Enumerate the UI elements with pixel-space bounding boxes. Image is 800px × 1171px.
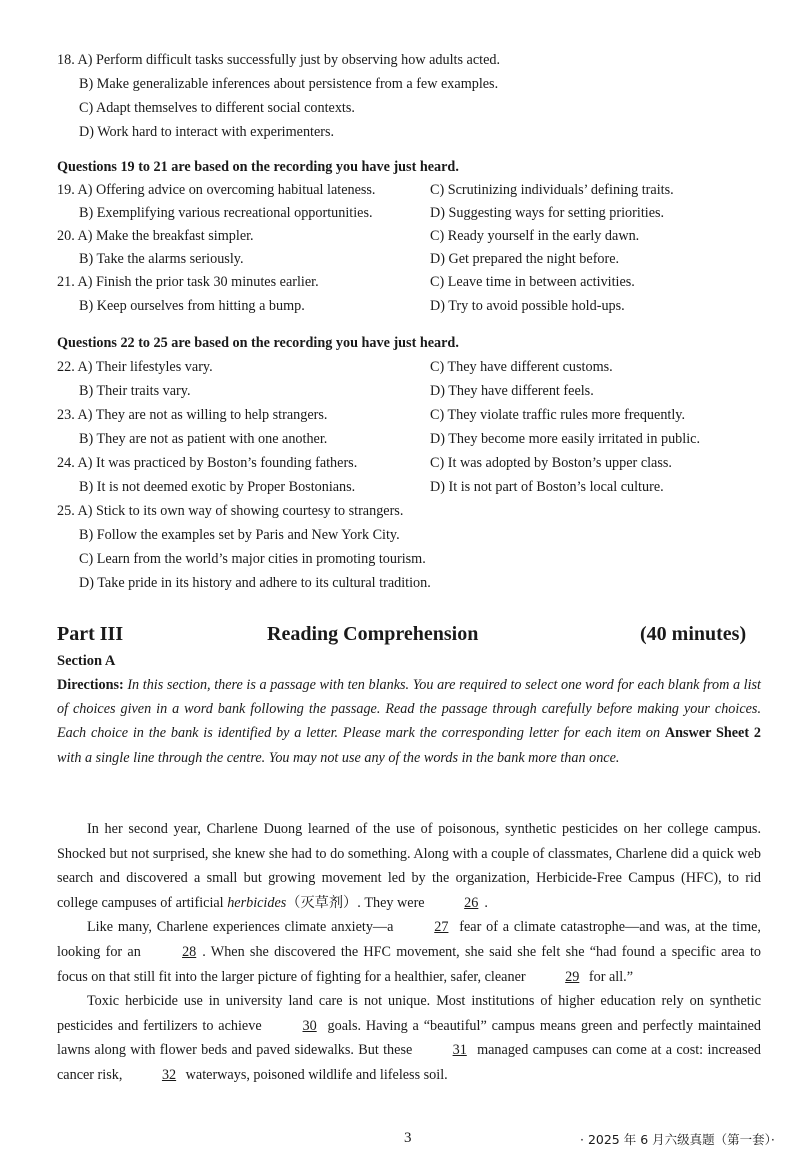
- q19-option-b: B) Exemplifying various recreational opportunities.: [79, 205, 373, 221]
- q24-option-b: B) It is not deemed exotic by Proper Bostonians.: [79, 479, 356, 495]
- directions-block: [57, 673, 761, 770]
- q20-option-a: 20. A) Make the breakfast simpler.: [57, 228, 254, 244]
- q23-option-d: D) They become more easily irritated in public.: [430, 431, 700, 447]
- blank-26: 26: [464, 894, 479, 911]
- passage-paragraph-2: Like many, Charlene experiences climate anxiety—a 27 fear of a climate catastrophe—and was, at the time, looking for an 28 . When she discovered the HFC movement, she said she felt she “had found a specific area to focus on that still fit into the larger picture of fighting for a healthier, safer, cleaner 29 for all.”: [57, 915, 761, 989]
- q25-option-a: 25. A) Stick to its own way of showing courtesy to strangers.: [57, 503, 404, 519]
- q18-option-c: C) Adapt themselves to different social contexts.: [79, 100, 355, 116]
- q21-option-c: C) Leave time in between activities.: [430, 274, 635, 290]
- page-number: 3: [404, 1130, 412, 1146]
- q23-option-b: B) They are not as patient with one another.: [79, 431, 328, 447]
- q21-option-a: 21. A) Finish the prior task 30 minutes earlier.: [57, 274, 319, 290]
- q19-option-d: D) Suggesting ways for setting priorities.: [430, 205, 665, 221]
- q22-option-b: B) Their traits vary.: [79, 383, 191, 399]
- q19-option-c: C) Scrutinizing individuals’ defining traits.: [430, 182, 674, 198]
- passage-paragraph-1: In her second year, Charlene Duong learned of the use of poisonous, synthetic pesticides on her college campus. Shocked but not surprised, she knew she had to do something. Along with a couple of classmates, Charlene did a quick web search and discovered a small but growing movement led by the organization, Herbicide-Free Campus (HFC), to rid college campuses of artificial herbicides（灭草剂）. They were 26 .: [57, 817, 761, 915]
- blank-29: 29: [565, 968, 580, 985]
- q21-option-b: B) Keep ourselves from hitting a bump.: [79, 298, 305, 314]
- q24-option-a: 24. A) It was practiced by Boston’s founding fathers.: [57, 455, 358, 471]
- q24-option-d: D) It is not part of Boston’s local culture.: [430, 479, 664, 495]
- directions-text-2: with a single line through the centre. You may not use any of the words in the bank more than once.: [57, 749, 620, 766]
- q25-option-d: D) Take pride in its history and adhere to its cultural tradition.: [79, 575, 431, 591]
- section-heading: Section A: [57, 653, 116, 669]
- q21-option-d: D) Try to avoid possible hold-ups.: [430, 298, 625, 314]
- directions-text-1: In this section, there is a passage with ten blanks. You are required to select one word for each blank from a list of choices given in a word bank following the passage. Read the passage through carefully before making your choices. Each choice in the bank is identified by a letter. Please mark the corresponding letter for each item on: [57, 677, 761, 742]
- q23-option-a: 23. A) They are not as willing to help strangers.: [57, 407, 328, 423]
- q22-option-c: C) They have different customs.: [430, 359, 613, 375]
- directions-label: Directions:: [57, 677, 124, 693]
- q18-option-b: B) Make generalizable inferences about persistence from a few examples.: [79, 76, 499, 92]
- part-time: (40 minutes): [640, 623, 747, 645]
- q25-option-c: C) Learn from the world’s major cities in promoting tourism.: [79, 551, 426, 567]
- passage-paragraph-3: Toxic herbicide use in university land care is not unique. Most institutions of higher education rely on synthetic pesticides and fertilizers to achieve 30 goals. Having a “beautiful” campus means green and perfectly maintained lawns along with flower beds and paved sidewalks. But these 31 managed campuses can come at a cost: increased cancer risk, 32 waterways, poisoned wildlife and lifeless soil.: [57, 989, 761, 1087]
- herbicides-gloss: （灭草剂）: [286, 894, 358, 911]
- blank-31: 31: [452, 1042, 467, 1059]
- q20-option-d: D) Get prepared the night before.: [430, 251, 620, 267]
- part-label: Part III: [57, 623, 124, 645]
- questions-19-21-heading: Questions 19 to 21 are based on the recording you have just heard.: [57, 159, 459, 175]
- q19-option-a: 19. A) Offering advice on overcoming habitual lateness.: [57, 182, 376, 198]
- q18-option-d: D) Work hard to interact with experimenters.: [79, 124, 335, 140]
- q23-option-c: C) They violate traffic rules more frequently.: [430, 407, 686, 423]
- reading-passage: [57, 817, 761, 1088]
- blank-30: 30: [302, 1017, 317, 1034]
- q20-option-b: B) Take the alarms seriously.: [79, 251, 244, 267]
- q20-option-c: C) Ready yourself in the early dawn.: [430, 228, 640, 244]
- blank-32: 32: [161, 1066, 177, 1083]
- part-title: Reading Comprehension: [267, 623, 479, 645]
- questions-22-25-heading: Questions 22 to 25 are based on the recording you have just heard.: [57, 335, 459, 351]
- q22-option-a: 22. A) Their lifestyles vary.: [57, 359, 213, 375]
- answer-sheet-label: Answer Sheet 2: [664, 725, 761, 742]
- q22-option-d: D) They have different feels.: [430, 383, 594, 399]
- q18-option-a: 18. A) Perform difficult tasks successfully just by observing how adults acted.: [57, 52, 501, 68]
- q24-option-c: C) It was adopted by Boston’s upper class.: [430, 455, 672, 471]
- herbicides-term: herbicides: [227, 894, 287, 911]
- blank-28: 28: [182, 943, 197, 960]
- exam-source-footer: · 2025 年 6 月六级真题（第一套）·: [580, 1132, 775, 1147]
- q25-option-b: B) Follow the examples set by Paris and New York City.: [79, 527, 400, 543]
- blank-27: 27: [434, 919, 449, 936]
